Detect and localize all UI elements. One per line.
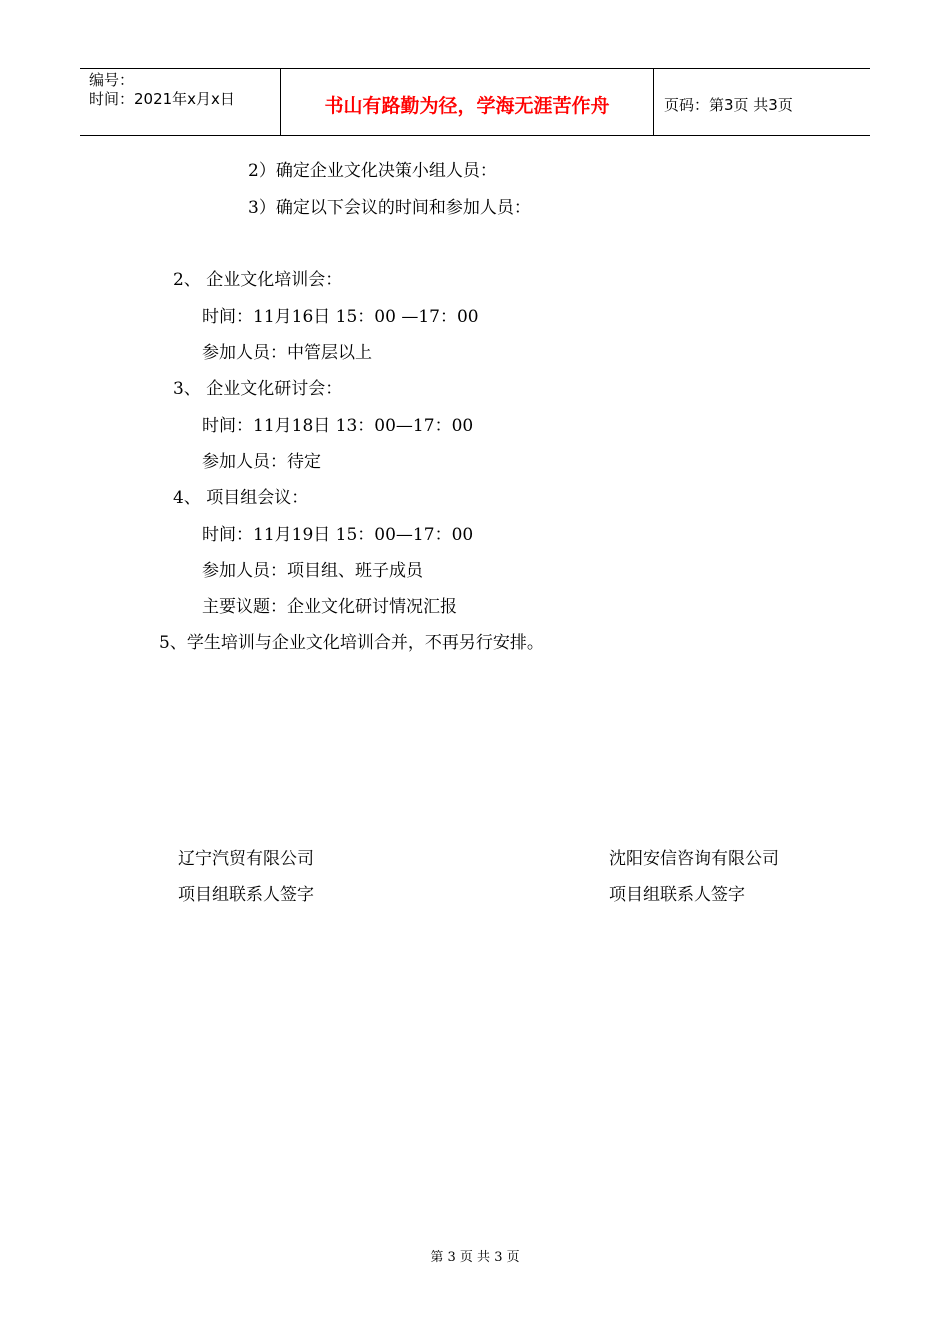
left-signature-label: 项目组联系人签字 (178, 885, 314, 905)
document-number-label: 编号： (89, 71, 135, 89)
header-motto: 书山有路勤为径，学海无涯苦作舟 (324, 94, 610, 117)
right-signature-label: 项目组联系人签字 (609, 885, 745, 905)
section2-title: 2、 企业文化培训会： (173, 270, 343, 290)
document-date: 时间：2021年x月x日 (89, 90, 235, 108)
header-motto-cell (281, 69, 654, 135)
section4-topic: 主要议题：企业文化研讨情况汇报 (202, 597, 457, 617)
section4-people: 参加人员：项目组、班子成员 (202, 561, 423, 581)
section4-title: 4、 项目组会议： (173, 488, 309, 508)
header-page-code: 页码：第3页 共3页 (664, 95, 793, 114)
section5: 5、学生培训与企业文化培训合并，不再另行安排。 (159, 633, 544, 653)
section3-title: 3、 企业文化研讨会： (173, 379, 343, 399)
item3-sub: 3）确定以下会议的时间和参加人员： (248, 198, 531, 218)
section2-people: 参加人员：中管层以上 (202, 343, 372, 363)
section3-time: 时间：11月18日 13：00—17：00 (202, 416, 474, 436)
header-page-cell (654, 69, 870, 135)
item2-sub: 2）确定企业文化决策小组人员： (248, 161, 497, 181)
left-company-name: 辽宁汽贸有限公司 (178, 849, 314, 869)
section3-people: 参加人员：待定 (202, 452, 321, 472)
page-header (80, 68, 870, 136)
header-meta-cell (80, 69, 281, 135)
section2-time: 时间：11月16日 15：00 —17：00 (202, 307, 479, 327)
right-company-name: 沈阳安信咨询有限公司 (609, 849, 779, 869)
page-footer-number: 第 3 页 共 3 页 (430, 1250, 520, 1265)
section4-time: 时间：11月19日 15：00—17：00 (202, 525, 474, 545)
